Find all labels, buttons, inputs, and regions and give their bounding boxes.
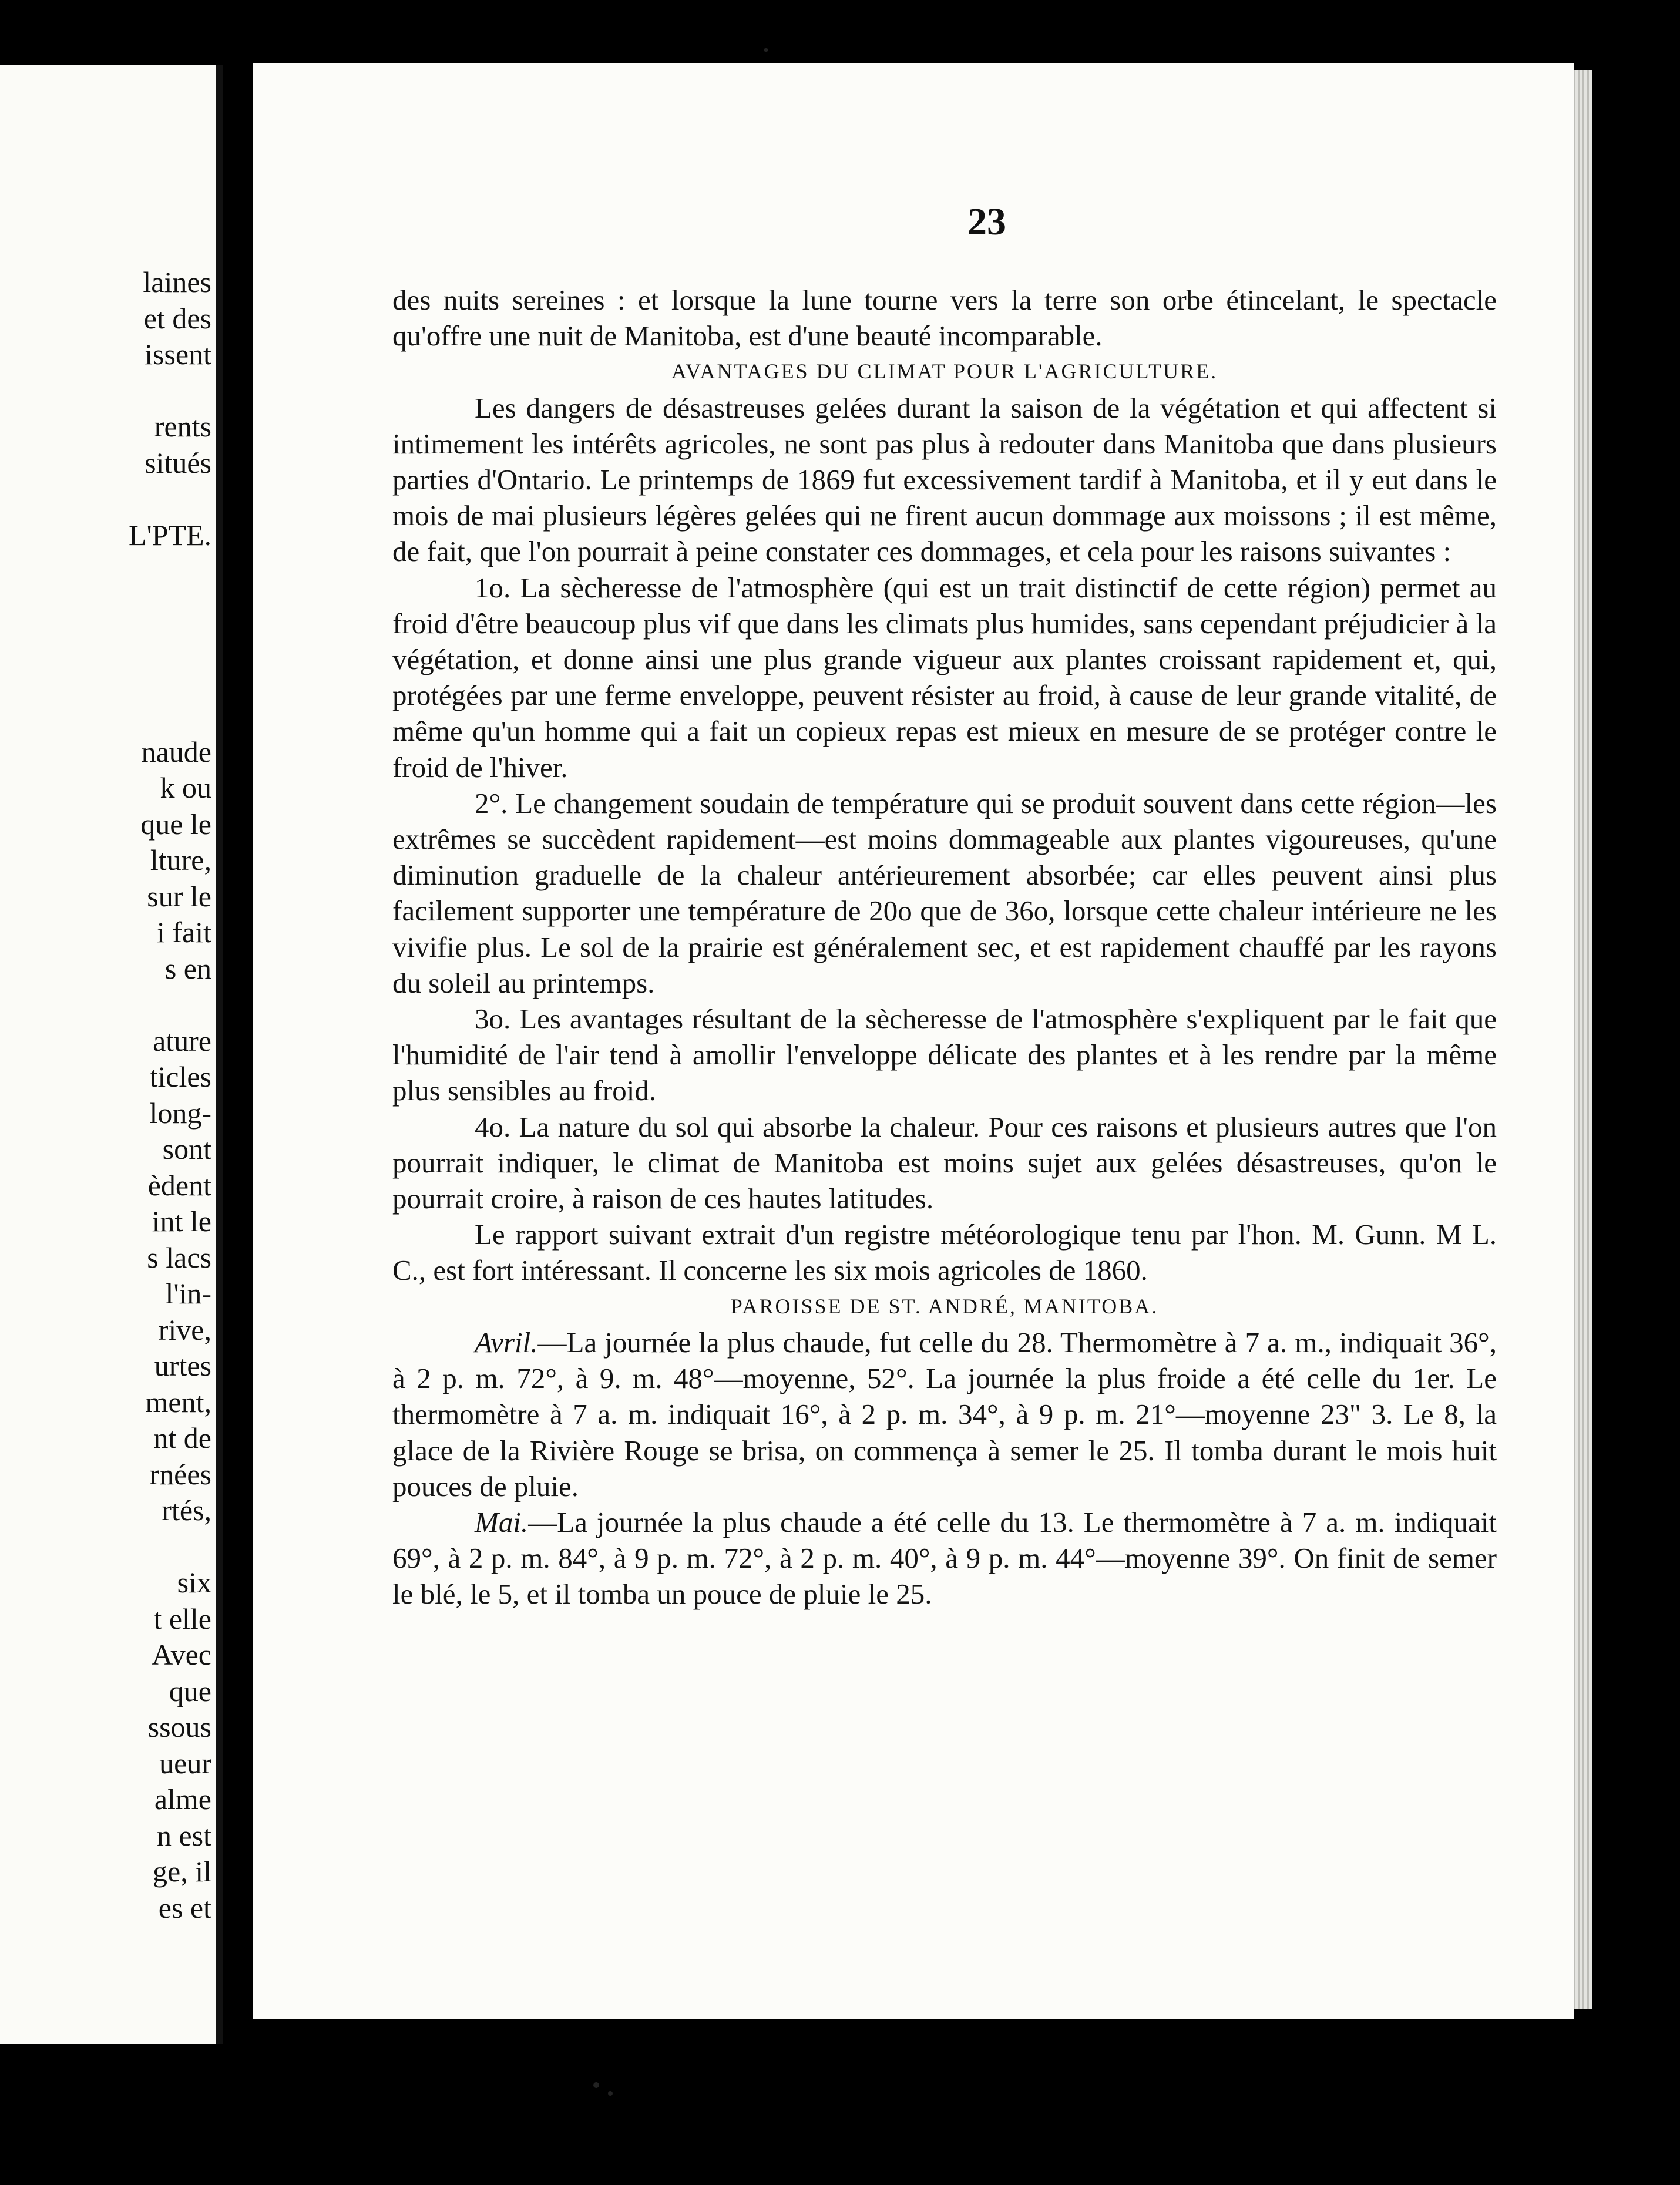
facing-page-line: ueur xyxy=(159,1746,211,1780)
facing-page-line: lture, xyxy=(150,843,211,876)
scan-speck xyxy=(608,2091,613,2096)
facing-page-line: rtés, xyxy=(162,1494,211,1527)
paragraph: 4o. La nature du sol qui absorbe la chaleur. Pour ces raisons et plusieurs autres que l'on pourrait indiquer, le climat de Manitoba est moins sujet aux gelées désastreuses, qu'on le pourrait croire, à raison de ces hautes latitudes. xyxy=(392,1110,1497,1215)
facing-page-line: rnées xyxy=(149,1457,211,1491)
entry-text: —La journée la plus chaude a été celle du 13. Le thermomètre à 7 a. m. indiquait 69°, à 2 p. m. 84°, à 9 p. m. 72°, à 2 p. m. 40°, à 9 p. m. 44°—moyenne 39°. On finit de semer le blé, le 5, et il tomba un pouce de pluie le 25. xyxy=(392,1505,1497,1611)
document-page xyxy=(253,63,1574,2019)
opening-paragraph: des nuits sereines : et lorsque la lune tourne vers la terre son orbe étincelant, le spectacle qu'offre une nuit de Manitoba, est d'une beauté incomparable. xyxy=(392,284,1497,352)
facing-page-line: alme xyxy=(154,1783,211,1816)
scan-speck xyxy=(764,48,768,52)
facing-page-line: que xyxy=(169,1674,211,1707)
facing-page-line: i fait xyxy=(156,916,211,949)
entry-avril xyxy=(392,1325,1497,1504)
facing-page-line: s lacs xyxy=(147,1241,211,1274)
month-label: Mai. xyxy=(475,1505,529,1538)
facing-page-line: t elle xyxy=(153,1602,211,1635)
scan-speck xyxy=(593,2082,599,2088)
paragraph: Le rapport suivant extrait d'un registre météorologique tenu par l'hon. M. Gunn. M L. C., est fort intéressant. Il concerne les six mois agricoles de 1860. xyxy=(392,1218,1497,1287)
facing-page-line: ature xyxy=(153,1024,211,1057)
facing-page-line: int le xyxy=(152,1205,211,1238)
facing-page-line: issent xyxy=(145,338,211,371)
facing-page-line: rents xyxy=(154,410,211,443)
page-number: 23 xyxy=(967,200,1006,243)
facing-page-line: ge, il xyxy=(153,1855,211,1888)
page-text xyxy=(392,282,1497,1612)
entry-mai xyxy=(392,1504,1497,1612)
facing-page-line: l'in- xyxy=(165,1277,211,1310)
facing-page-line: es et xyxy=(158,1891,211,1924)
facing-page-line: naude xyxy=(141,735,211,768)
facing-page-line: nt de xyxy=(153,1421,211,1454)
facing-page-line: sont xyxy=(162,1132,211,1165)
facing-page-line: n est xyxy=(156,1818,211,1852)
paragraph: 2°. Le changement soudain de température qui se produit souvent dans cette région—les extrêmes se succèdent rapidement—est moins dommageable aux plantes vigoureuses, qu'une diminution graduelle de la chaleur antérieurement absorbée; car elles peuvent ainsi plus facilement supporter une température de 20o que de 36o, lorsque cette chaleur intérieure ne les vivifie plus. Le sol de la prairie est généralement sec, et est rapidement chauffé par les rayons du soleil au printemps. xyxy=(392,786,1497,999)
facing-page xyxy=(0,65,223,2044)
facing-page-line: èdent xyxy=(147,1168,211,1202)
section-heading: AVANTAGES DU CLIMAT POUR L'AGRICULTURE. xyxy=(671,359,1218,384)
facing-page-line: long- xyxy=(149,1096,211,1130)
facing-page-line: situés xyxy=(145,446,211,479)
paragraph: 1o. La sècheresse de l'atmosphère (qui est un trait distinctif de cette région) permet au froid d'être beaucoup plus vif que dans les climats plus humides, sans cependant préjudicier à la végétation, et donne ainsi une plus grande vigueur aux plantes croissant rapidement et, qui, protégées par une ferme enveloppe, peuvent résister au froid, à cause de leur grande vitalité, de même qu'un homme qui a fait un copieux repas est mieux en mesure de se protéger contre le froid de l'hiver. xyxy=(392,571,1497,784)
paragraph: Les dangers de désastreuses gelées durant la saison de la végétation et qui affectent si intimement les intérêts agricoles, ne sont pas plus à redouter dans Manitoba que dans plusieurs parties d'Ontario. Le printemps de 1869 fut excessivement tardif à Manitoba, et il y eut dans le mois de mai plusieurs légères gelées qui ne firent aucun dommage aux moissons ; il est même, de fait, que l'on pourrait à peine constater ces dommages, et cela pour les raisons suivantes : xyxy=(392,391,1497,568)
month-label: Avril. xyxy=(475,1326,538,1359)
facing-page-line: laines xyxy=(143,265,211,298)
facing-page-line: L'PTE. xyxy=(129,518,211,552)
facing-page-line: Avec xyxy=(152,1638,211,1671)
facing-page-line: ment, xyxy=(145,1385,211,1418)
section-heading: PAROISSE DE ST. ANDRÉ, MANITOBA. xyxy=(730,1294,1159,1318)
page-gutter xyxy=(216,65,223,2044)
entry-text: —La journée la plus chaude, fut celle du 28. Thermomètre à 7 a. m., indiquait 36°, à 2 p. m. 72°, à 9. m. 48°—moyenne, 52°. La journée la plus froide a été celle du 1er. Le thermomètre à 7 a. m. indiquait 16°, à 2 p. m. 34°, à 9 p. m. 21°—moyenne 23" 3. Le 8, la glace de la Rivière Rouge se brisa, on commença à semer le 25. Il tomba durant le mois huit pouces de pluie. xyxy=(392,1326,1497,1502)
facing-page-line: ssous xyxy=(147,1710,211,1743)
paragraph: 3o. Les avantages résultant de la sècheresse de l'atmosphère s'expliquent par le fait que l'humidité de l'air tend à amollir l'enveloppe délicate des plantes et à les rendre par la même plus sensibles au froid. xyxy=(392,1003,1497,1107)
facing-page-line: urtes xyxy=(154,1349,211,1382)
facing-page-line: k ou xyxy=(160,771,211,804)
facing-page-line: sur le xyxy=(147,879,211,913)
facing-page-line: que le xyxy=(140,807,211,841)
facing-page-line: ticles xyxy=(149,1060,211,1093)
facing-page-line: rive, xyxy=(158,1313,211,1346)
facing-page-line: et des xyxy=(143,301,211,335)
facing-page-line: s en xyxy=(164,952,211,985)
facing-page-line: six xyxy=(177,1566,211,1599)
